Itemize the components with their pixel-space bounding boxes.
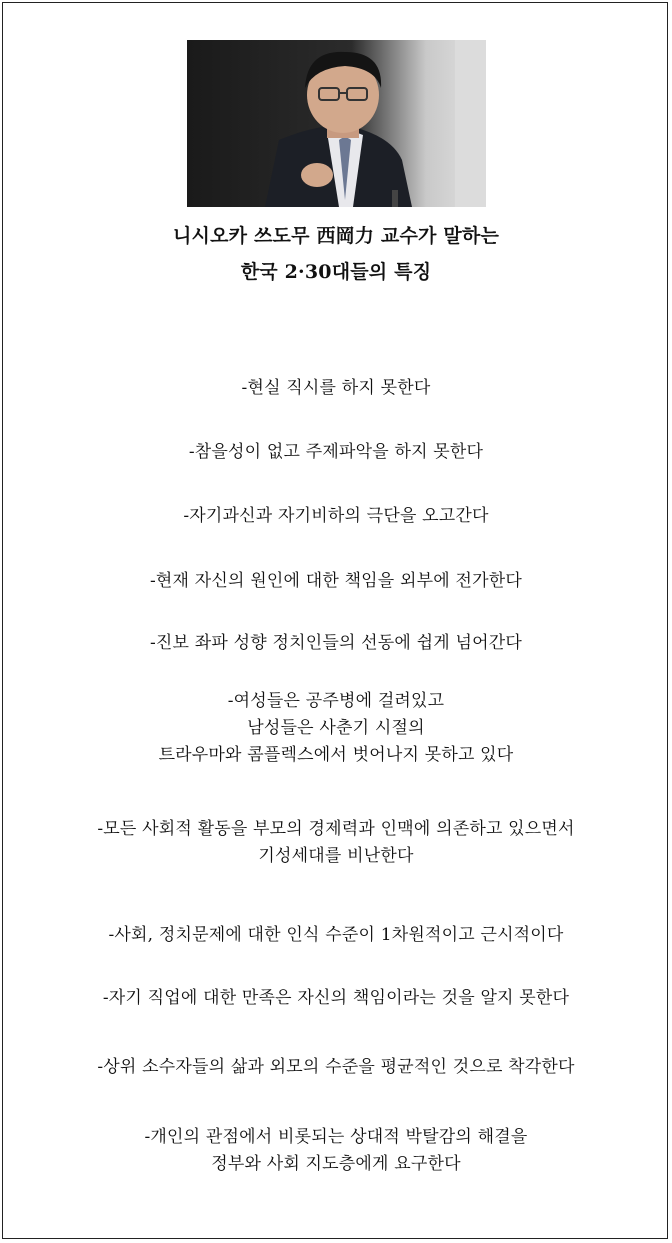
- speaker-image: [187, 40, 486, 207]
- list-item-text: -현재 자신의 원인에 대한 책임을 외부에 전가한다: [149, 571, 522, 591]
- list-item-text: -현실 직시를 하지 못한다: [241, 378, 431, 398]
- list-item-text: 기성세대를 비난한다: [258, 846, 414, 866]
- list-item: [0, 1054, 672, 1081]
- list-item-text: -모든 사회적 활동을 부모의 경제력과 인맥에 의존하고 있으면서: [97, 819, 575, 839]
- list-item-text: 정부와 사회 지도층에게 요구한다: [211, 1154, 461, 1174]
- list-item: [0, 568, 672, 595]
- list-item-text: 트라우마와 콤플렉스에서 벗어나지 못하고 있다: [158, 745, 514, 765]
- headline-line-2: 한국 2·30대들의 특징: [240, 261, 432, 283]
- professor-photo: [187, 40, 486, 207]
- list-item-text: -자기과신과 자기비하의 극단을 오고간다: [183, 506, 489, 526]
- list-item: [0, 688, 672, 769]
- list-item-text: -개인의 관점에서 비롯되는 상대적 박탈감의 해결을: [144, 1127, 528, 1147]
- list-item: [0, 816, 672, 870]
- list-item: [0, 503, 672, 530]
- list-item-text: 남성들은 사춘기 시절의: [247, 718, 425, 738]
- headline-line-1: 니시오카 쓰도무 西岡力 교수가 말하는: [172, 225, 500, 247]
- list-item: [0, 985, 672, 1012]
- list-item: [0, 439, 672, 466]
- list-item-text: -상위 소수자들의 삶과 외모의 수준을 평균적인 것으로 착각한다: [97, 1057, 575, 1077]
- list-item: [0, 375, 672, 402]
- list-item-text: -참을성이 없고 주제파악을 하지 못한다: [188, 442, 484, 462]
- list-item: [0, 1124, 672, 1178]
- list-item: [0, 922, 672, 949]
- list-item-text: -자기 직업에 대한 만족은 자신의 책임이라는 것을 알지 못한다: [102, 988, 570, 1008]
- list-item-text: -진보 좌파 성향 정치인들의 선동에 쉽게 넘어간다: [149, 633, 522, 653]
- list-item-text: -여성들은 공주병에 걸려있고: [227, 691, 445, 711]
- list-item-text: -사회, 정치문제에 대한 인식 수준이 1차원적이고 근시적이다: [108, 925, 564, 945]
- list-item: [0, 630, 672, 657]
